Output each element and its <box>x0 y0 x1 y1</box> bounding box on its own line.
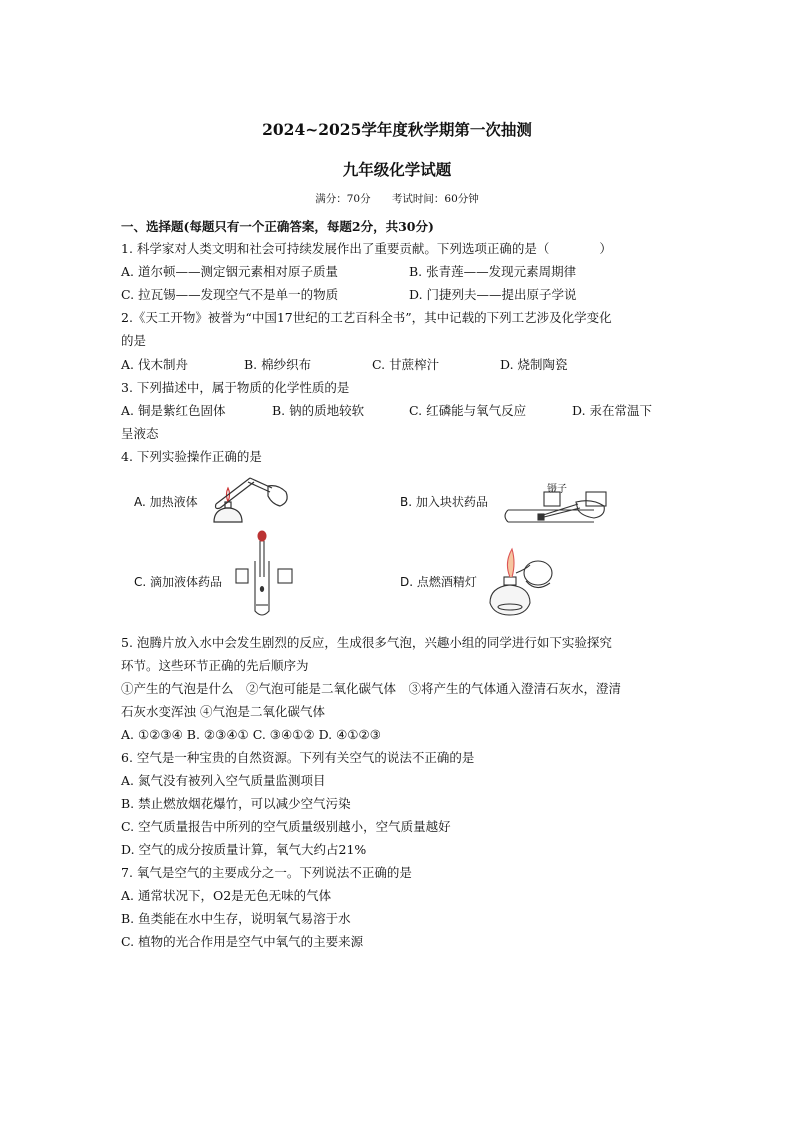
exam-meta <box>0 191 794 206</box>
tweezers-label: 镊子 <box>547 484 567 495</box>
q1-option-a: A. 道尔顿——测定铟元素相对原子质量 <box>121 264 338 279</box>
q5-items-cont: 石灰水变浑浊 ④气泡是二氧化碳气体 <box>121 704 325 719</box>
q6-option-d: D. 空气的成分按质量计算，氧气大约占21% <box>121 842 367 857</box>
full-score: 满分：70分 <box>315 193 371 205</box>
q3-option-a: A. 铜是紫红色固体 <box>121 403 226 418</box>
q4-option-c-label: C. 滴加液体药品 <box>134 575 223 589</box>
q4-option-b-label: B. 加入块状药品 <box>400 495 488 509</box>
q2-option-d: D. 烧制陶瓷 <box>500 357 568 372</box>
exam-subtitle: 九年级化学试题 <box>342 160 452 179</box>
q6-stem: 6. 空气是一种宝贵的自然资源。下列有关空气的说法不正确的是 <box>121 750 475 765</box>
q4-stem: 4. 下列实验操作正确的是 <box>121 449 262 464</box>
q1-stem: 1. 科学家对人类文明和社会可持续发展作出了重要贡献。下列选项正确的是（ ） <box>121 241 612 256</box>
q2-stem: 2.《天工开物》被誉为“中国17世纪的工艺百科全书”，其中记载的下列工艺涉及化学变化 <box>121 310 612 325</box>
exam-time: 考试时间：60分钟 <box>391 193 479 205</box>
q3-option-c: C. 红磷能与氧气反应 <box>409 403 527 418</box>
section-heading: 一、选择题(每题只有一个正确答案，每题2分，共30分) <box>121 219 434 234</box>
q2-option-c: C. 甘蔗榨汁 <box>372 357 440 372</box>
q6-option-c: C. 空气质量报告中所列的空气质量级别越小，空气质量越好 <box>121 819 451 834</box>
q3-option-b: B. 钠的质地较软 <box>272 403 365 418</box>
dropping-liquid-figure <box>236 531 296 619</box>
q1-option-b: B. 张青莲——发现元素周期律 <box>409 264 577 279</box>
q3-option-d-cont: 呈液态 <box>121 426 159 441</box>
heating-liquid-figure <box>206 474 296 530</box>
q4-option-a-label: A. 加热液体 <box>134 495 198 509</box>
q3-option-d: D. 汞在常温下 <box>572 403 653 418</box>
q6-option-b: B. 禁止燃放烟花爆竹，可以减少空气污染 <box>121 796 351 811</box>
q1-option-d: D. 门捷列夫——提出原子学说 <box>409 287 577 302</box>
q6-option-a: A. 氮气没有被列入空气质量监测项目 <box>121 773 326 788</box>
q3-stem: 3. 下列描述中，属于物质的化学性质的是 <box>121 380 350 395</box>
q2-stem-cont: 的是 <box>121 333 147 348</box>
q5-items: ①产生的气泡是什么 ②气泡可能是二氧化碳气体 ③将产生的气体通入澄清石灰水，澄清 <box>121 681 622 696</box>
q2-option-a: A. 伐木制舟 <box>121 357 188 372</box>
solid-reagent-figure <box>508 492 608 528</box>
q2-option-b: B. 棉纱织布 <box>244 357 312 372</box>
q5-stem-cont: 环节。这些环节正确的先后顺序为 <box>121 658 309 673</box>
q1-option-c: C. 拉瓦锡——发现空气不是单一的物质 <box>121 287 339 302</box>
lighting-alcohol-lamp-figure <box>486 543 560 619</box>
q5-options: A. ①②③④ B. ②③④① C. ③④①② D. ④①②③ <box>121 727 381 742</box>
q7-option-c: C. 植物的光合作用是空气中氧气的主要来源 <box>121 934 364 949</box>
q4-option-d-label: D. 点燃酒精灯 <box>400 575 477 589</box>
q7-stem: 7. 氧气是空气的主要成分之一。下列说法不正确的是 <box>121 865 412 880</box>
q5-stem: 5. 泡腾片放入水中会发生剧烈的反应，生成很多气泡，兴趣小组的同学进行如下实验探究 <box>121 635 612 650</box>
exam-title: 2024~2025学年度秋学期第一次抽测 <box>262 120 532 139</box>
q7-option-b: B. 鱼类能在水中生存，说明氧气易溶于水 <box>121 911 351 926</box>
q7-option-a: A. 通常状况下，O2是无色无味的气体 <box>121 888 332 903</box>
